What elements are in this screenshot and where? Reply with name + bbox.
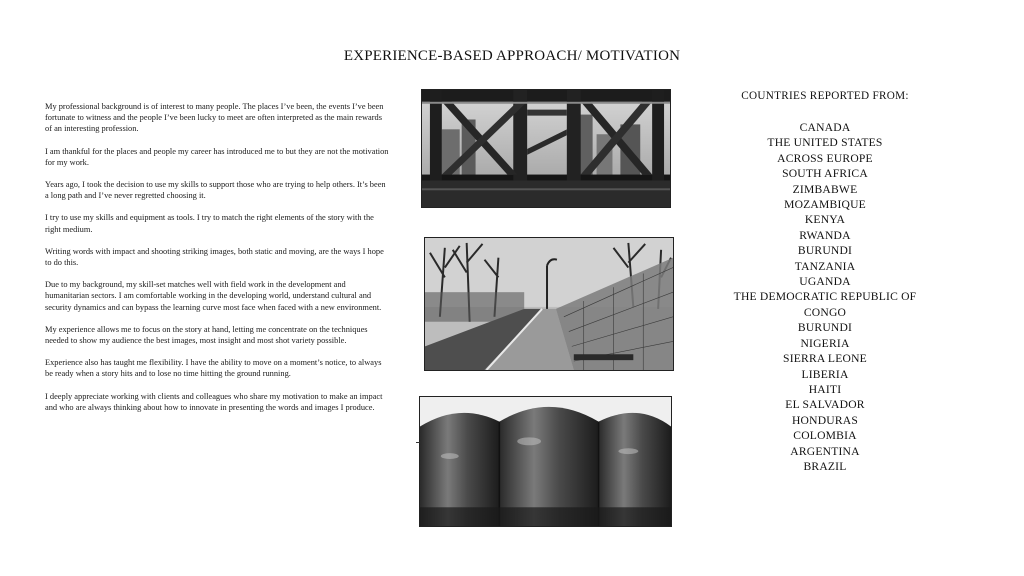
country-item: LIBERIA <box>801 367 849 381</box>
country-item: ZIMBABWE <box>792 182 858 196</box>
paragraph: Writing words with impact and shooting striking images, both static and moving, are the ways I hope to do this. <box>45 246 384 268</box>
paragraph: Experience also has taught me flexibility. I have the ability to move on a moment’s notice, to always be ready when a story hits and to lose no time hitting the ground running. <box>45 358 382 379</box>
country-item: COLOMBIA <box>793 429 857 443</box>
motivation-text <box>45 101 390 424</box>
country-item: CANADA <box>799 121 851 134</box>
countries-heading: COUNTRIES REPORTED FROM: <box>741 90 909 102</box>
country-item: MOZAMBIQUE <box>784 198 866 212</box>
page-title: EXPERIENCE-BASED APPROACH/ MOTIVATION <box>343 48 681 64</box>
country-item: ARGENTINA <box>790 444 860 458</box>
country-item: TANZANIA <box>794 259 856 273</box>
country-item: HONDURAS <box>791 413 859 427</box>
country-item: BURUNDI <box>797 244 853 258</box>
country-item: CONGO <box>803 305 847 319</box>
paragraph: I try to use my skills and equipment as tools. I try to match the right elements of the story with the right medium. <box>45 213 374 234</box>
divider-mark <box>416 442 420 443</box>
country-item: SOUTH AFRICA <box>782 167 868 181</box>
paragraph: I deeply appreciate working with clients and colleagues who share my motivation to make an impact and who are always thinking about how to innovate in presenting the words and images I produce. <box>45 391 383 412</box>
country-item: SIERRA LEONE <box>783 352 867 366</box>
country-item: EL SALVADOR <box>785 398 865 412</box>
paragraph: I am thankful for the places and people my career has introduced me to but they are not the motivation for my work. <box>45 146 389 167</box>
country-item: BRAZIL <box>803 459 847 473</box>
paragraph: Due to my background, my skill-set matches well with field work in the development and humanitarian sectors. I am comfortable working in the developing world, understand cultural and security dynamics and can bypass the learning curve most face when faced with a new environment. <box>45 280 382 312</box>
country-item: THE UNITED STATES <box>767 136 883 150</box>
paragraph: My professional background is of interest to many people. The places I’ve been, the events I’ve been fortunate to witness and the people I’ve been lucky to meet are often interpreted as the main rewards of an interesting profession. <box>45 102 384 134</box>
country-item: HAITI <box>808 382 842 396</box>
countries-list <box>715 90 935 474</box>
bridge-photo <box>421 89 671 208</box>
country-item: RWANDA <box>799 228 851 242</box>
pipes-photo <box>419 396 672 527</box>
country-item: ACROSS EUROPE <box>777 151 873 165</box>
country-item: NIGERIA <box>800 336 850 350</box>
country-item: KENYA <box>804 213 846 227</box>
paragraph: Years ago, I took the decision to use my skills to support those who are trying to help others. It’s been a long path and I’ve never regretted choosing it. <box>45 180 386 201</box>
country-item: THE DEMOCRATIC REPUBLIC OF <box>733 290 917 304</box>
paragraph: My experience allows me to focus on the story at hand, letting me concentrate on the techniques needed to show my audience the best images, most insight and most shot variety possible. <box>45 324 368 346</box>
forest-path-photo <box>424 237 674 371</box>
country-item: BURUNDI <box>797 321 853 335</box>
country-item: UGANDA <box>799 275 851 289</box>
